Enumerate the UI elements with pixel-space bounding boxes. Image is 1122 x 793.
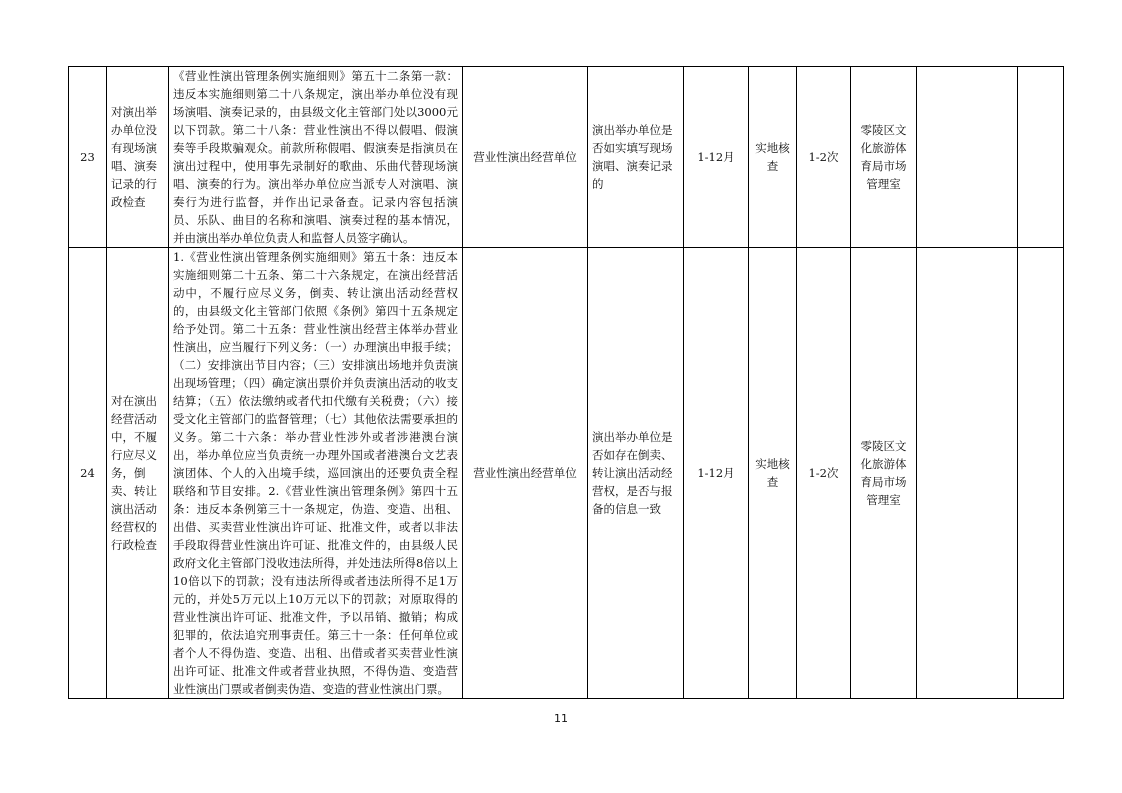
responsible-department: 零陵区文化旅游体育局市场管理室 xyxy=(851,248,917,699)
inspection-object: 营业性演出经营单位 xyxy=(463,67,588,248)
inspection-method: 实地核查 xyxy=(749,248,797,699)
legal-basis: 1.《营业性演出管理条例实施细则》第五十条：违反本实施细则第二十五条、第二十六条规定，在演出经营活动中，不履行应尽义务，倒卖、转让演出活动经营权的，由县级文化主管部门依照《条例》第四十五条规定给予处罚。第二十五条：营业性演出经营主体举办营业性演出，应当履行下列义务：（一）办理演出申报手续；（二）安排演出节目内容；（三）安排演出场地并负责演出现场管理；（四）确定演出票价并负责演出活动的收支结算；（五）依法缴纳或者代扣代缴有关税费；（六）接受文化主管部门的监督管理；（七）其他依法需要承担的义务。第二十六条：举办营业性涉外或者涉港澳台演出，举办单位应当负责统一办理外国或者港澳台文艺表演团体、个人的入出境手续，巡回演出的还要负责全程联络和节目安排。2.《营业性演出管理条例》第四十五条：违反本条例第三十一条规定，伪造、变造、出租、出借、买卖营业性演出许可证、批准文件，或者以非法手段取得营业性演出许可证、批准文件的，由县级人民政府文化主管部门没收违法所得，并处违法所得8倍以上10倍以下的罚款；没有违法所得或者违法所得不足1万元的，并处5万元以上10万元以下的罚款；对原取得的营业性演出许可证、批准文件，予以吊销、撤销；构成犯罪的，依法追究刑事责任。第三十一条：任何单位或者个人不得伪造、变造、出租、出借或者买卖营业性演出许可证、批准文件或者营业执照，不得伪造、变造营业性演出门票或者倒卖伪造、变造的营业性演出门票。 xyxy=(169,248,463,699)
responsible-department: 零陵区文化旅游体育局市场管理室 xyxy=(851,67,917,248)
row-number: 24 xyxy=(69,248,107,699)
extra-cell xyxy=(1018,67,1064,248)
inspection-period: 1-12月 xyxy=(684,67,749,248)
table-row xyxy=(69,67,1064,248)
inspection-item: 对在演出经营活动中，不履行应尽义务，倒卖、转让演出活动经营权的行政检查 xyxy=(107,248,169,699)
inspection-frequency: 1-2次 xyxy=(797,67,851,248)
inspection-item: 对演出举办单位没有现场演唱、演奏记录的行政检查 xyxy=(107,67,169,248)
legal-basis: 《营业性演出管理条例实施细则》第五十二条第一款：违反本实施细则第二十八条规定，演出举办单位没有现场演唱、演奏记录的，由县级文化主管部门处以3000元以下罚款。第二十八条：营业性演出不得以假唱、假演奏等手段欺骗观众。前款所称假唱、假演奏是指演员在演出过程中，使用事先录制好的歌曲、乐曲代替现场演唱、演奏的行为。演出举办单位应当派专人对演唱、演奏行为进行监督，并作出记录备查。记录内容包括演员、乐队、曲目的名称和演唱、演奏过程的基本情况，并由演出举办单位负责人和监督人员签字确认。 xyxy=(169,67,463,248)
inspection-content: 演出举办单位是否如存在倒卖、转让演出活动经营权，是否与报备的信息一致 xyxy=(588,248,684,699)
inspection-period: 1-12月 xyxy=(684,248,749,699)
inspection-table xyxy=(68,66,1064,699)
row-number: 23 xyxy=(69,67,107,248)
inspection-frequency: 1-2次 xyxy=(797,248,851,699)
inspection-object: 营业性演出经营单位 xyxy=(463,248,588,699)
table-row xyxy=(69,248,1064,699)
extra-cell xyxy=(917,248,1018,699)
page-number: 11 xyxy=(554,712,568,725)
inspection-method: 实地核查 xyxy=(749,67,797,248)
extra-cell xyxy=(917,67,1018,248)
inspection-content: 演出举办单位是否如实填写现场演唱、演奏记录的 xyxy=(588,67,684,248)
extra-cell xyxy=(1018,248,1064,699)
